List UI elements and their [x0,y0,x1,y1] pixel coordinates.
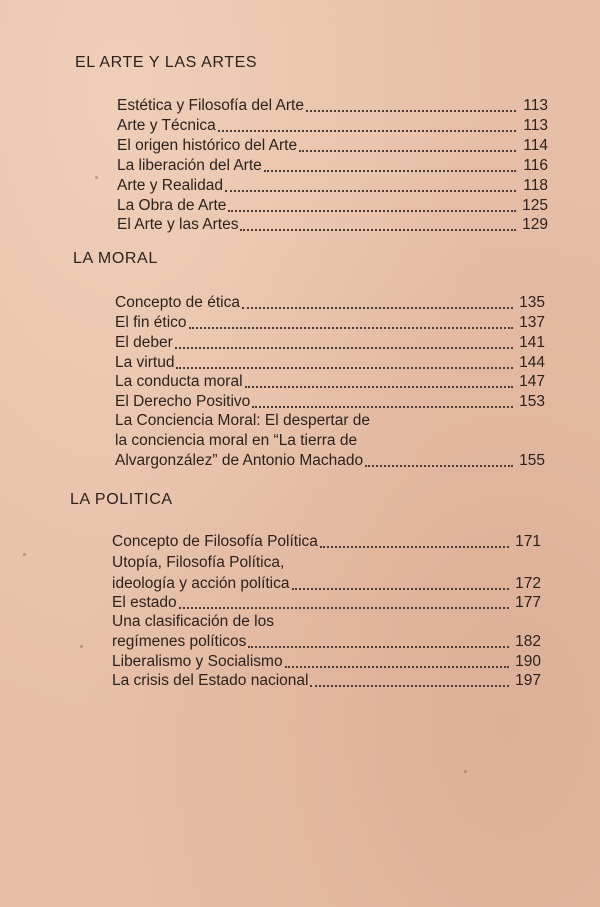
toc-entry [112,593,541,613]
page-number: 118 [523,177,548,194]
leader-dots [310,685,509,687]
entry-title: El Derecho Positivo [115,393,251,410]
entry-title-line: La Conciencia Moral: El despertar de [115,412,371,429]
toc-entry [117,136,548,156]
leader-dots [245,386,513,388]
entry-title: El origen histórico del Arte [117,137,298,154]
entry-title-line: Una clasificación de los [112,613,274,630]
entry-title: La liberación del Arte [117,157,262,174]
entry-title: Arte y Realidad [117,177,223,194]
leader-dots [264,170,516,172]
page-number: 137 [519,314,545,331]
leader-dots [285,666,509,668]
toc-entry [117,196,548,216]
entry-title: El Arte y las Artes [117,216,239,233]
entry-title-line: Utopía, Filosofía Política, [112,554,285,571]
page-number: 141 [519,334,545,351]
paper-speck [95,176,98,179]
toc-entry [115,451,545,471]
toc-entry [115,333,545,353]
page-number: 155 [519,452,545,469]
page-number: 182 [515,633,541,650]
entry-title: Alvargonzález” de Antonio Machado [115,452,364,469]
toc-entry [115,392,545,412]
entry-title: Concepto de ética [115,294,240,311]
entry-title: Concepto de Filosofía Política [112,533,318,550]
leader-dots [175,347,513,349]
toc-entry [112,652,541,672]
entry-title: Estética y Filosofía del Arte [117,97,304,114]
entry-title: La crisis del Estado nacional [112,672,309,689]
page-number: 172 [515,575,541,592]
toc-entry [112,632,541,652]
toc-entry [115,372,545,392]
page-number: 197 [515,672,541,689]
section-title-politica: LA POLITICA [70,491,173,508]
entry-title: ideología y acción política [112,575,290,592]
page-number: 116 [523,157,548,174]
paper-speck [464,770,467,773]
leader-dots [225,190,516,192]
page-number: 125 [522,197,548,214]
page-number: 144 [519,354,545,371]
toc-entry [115,293,545,313]
entry-title: regímenes políticos [112,633,247,650]
page-number: 177 [515,594,541,611]
entry-title-line: la conciencia moral en “La tierra de [115,432,358,449]
toc-entry [117,96,548,116]
toc-entry [117,116,548,136]
page-number: 171 [515,533,541,550]
toc-entry [117,176,548,196]
toc-entry [115,313,545,333]
leader-dots [176,367,513,369]
page-number: 147 [519,373,545,390]
entry-title: La Obra de Arte [117,197,227,214]
leader-dots [240,229,516,231]
leader-dots [299,150,516,152]
leader-dots [248,646,509,648]
entry-title: El estado [112,594,177,611]
entry-title: La virtud [115,354,175,371]
section-title-arte: EL ARTE Y LAS ARTES [75,54,258,71]
toc-entry [115,353,545,373]
leader-dots [320,546,509,548]
leader-dots [306,110,516,112]
page-number: 153 [519,393,545,410]
leader-dots [228,210,516,212]
toc-entry [117,156,548,176]
toc-entry [112,671,541,691]
entry-title: La conducta moral [115,373,243,390]
toc-entry [112,532,541,552]
page-number: 113 [523,97,548,114]
paper-speck [23,553,26,556]
toc-entry [117,215,548,235]
leader-dots [189,327,513,329]
page-number: 114 [523,137,548,154]
leader-dots [242,307,513,309]
leader-dots [179,607,509,609]
page-number: 190 [515,653,541,670]
leader-dots [365,465,513,467]
leader-dots [218,130,516,132]
leader-dots [292,588,509,590]
paper-speck [80,645,83,648]
page-number: 113 [523,117,548,134]
entry-title: Liberalismo y Socialismo [112,653,283,670]
leader-dots [252,406,513,408]
section-title-moral: LA MORAL [73,250,158,267]
toc-entry [112,574,541,594]
entry-title: Arte y Técnica [117,117,216,134]
page-number: 129 [522,216,548,233]
entry-title: El fin ético [115,314,187,331]
page-number: 135 [519,294,545,311]
entry-title: El deber [115,334,173,351]
